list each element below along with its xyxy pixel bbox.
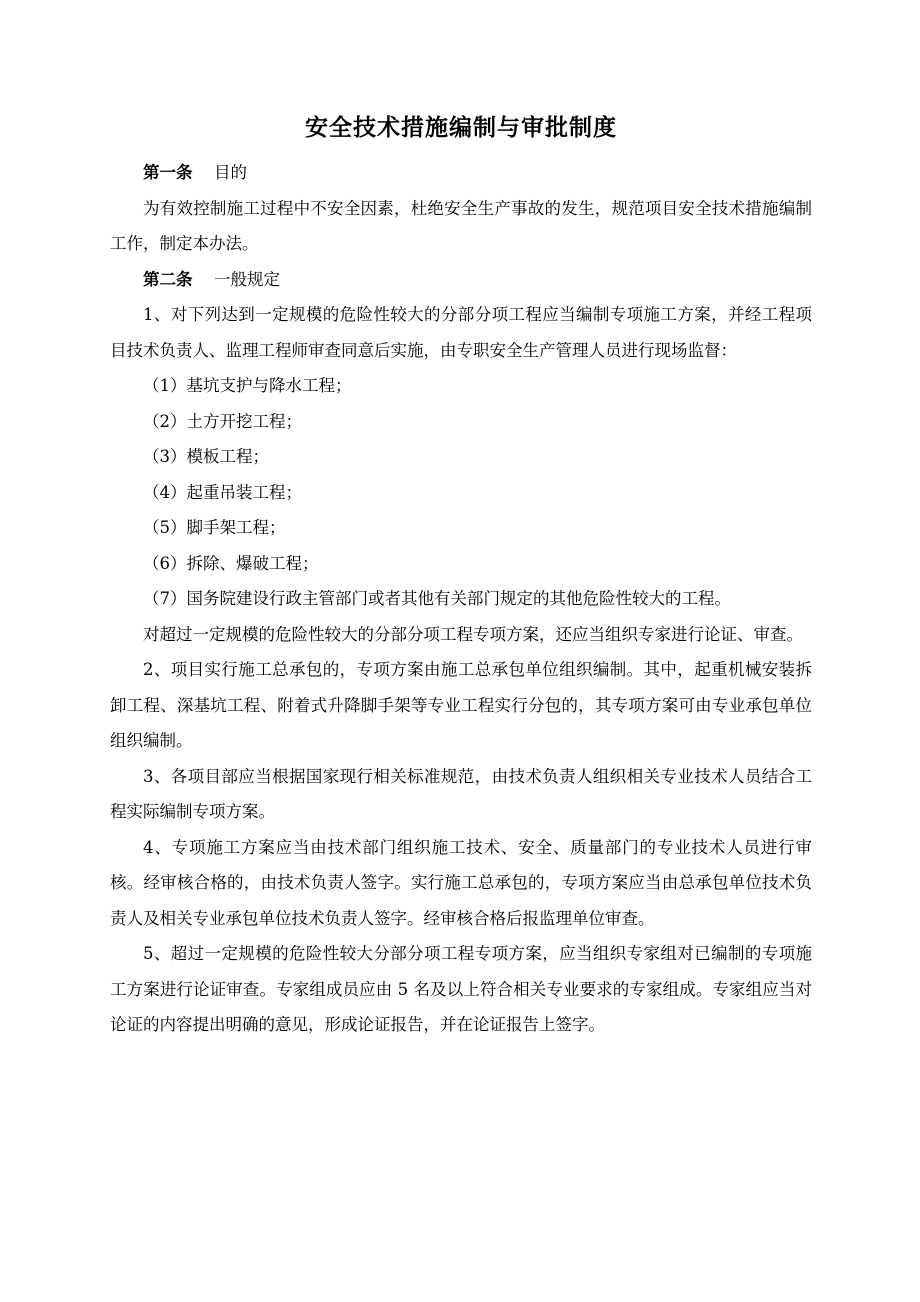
list-item: （7）国务院建设行政主管部门或者其他有关部门规定的其他危险性较大的工程。 [143, 589, 731, 608]
list-item: （2）土方开挖工程； [143, 411, 302, 431]
list-item: （1）基坑支护与降水工程； [143, 376, 352, 395]
clause-3: 3、各项目部应当根据国家现行相关标准规范，由技术负责人组织相关专业技术人员结合工程实际编制专项方案。 [110, 766, 812, 821]
list-item: （6）拆除、爆破工程； [143, 553, 319, 573]
clause-5: 5、超过一定规模的危险性较大分部分项工程专项方案，应当组织专家组对已编制的专项施工方案进行论证审查。专家组成员应由 5 名及以上符合相关专业要求的专家组成。专家组应当对论证的内容提出明确的意见，形成论证报告，并在论证报告上签字。 [110, 944, 812, 1034]
article-2-label: 第二条 [143, 269, 193, 289]
list-item: （3）模板工程； [143, 447, 269, 466]
expert-review-note: 对超过一定规模的危险性较大的分部分项工程专项方案，还应当组织专家进行论证、审查。 [143, 624, 803, 644]
article-1-body: 为有效控制施工过程中不安全因素，杜绝安全生产事故的发生，规范项目安全技术措施编制工作，制定本办法。 [110, 198, 812, 253]
document-title: 安全技术措施编制与审批制度 [305, 114, 617, 141]
clause-2: 2、项目实行施工总承包的，专项方案由施工总承包单位组织编制。其中，起重机械安装拆卸工程、深基坑工程、附着式升降脚手架等专业工程实行分包的，其专项方案可由专业承包单位组织编制。 [110, 660, 812, 750]
clause-1: 1、对下列达到一定规模的危险性较大的分部分项工程应当编制专项施工方案，并经工程项目技术负责人、监理工程师审查同意后实施，由专职安全生产管理人员进行现场监督： [110, 305, 812, 360]
document-page [110, 108, 812, 1043]
list-item: （4）起重吊装工程； [143, 482, 302, 502]
article-2-heading [110, 262, 812, 298]
list-item: （5）脚手架工程； [143, 518, 286, 537]
article-1-heading-text: 目的 [213, 163, 247, 182]
clause-4: 4、专项施工方案应当由技术部门组织施工技术、安全、质量部门的专业技术人员进行审核。经审核合格的，由技术负责人签字。实行施工总承包的，专项方案应当由总承包单位技术负责人及相关专业承包单位技术负责人签字。经审核合格后报监理单位审查。 [110, 837, 812, 928]
article-1-heading [110, 155, 812, 191]
article-2-heading-text: 一般规定 [213, 269, 280, 289]
article-1-label: 第一条 [143, 163, 193, 182]
